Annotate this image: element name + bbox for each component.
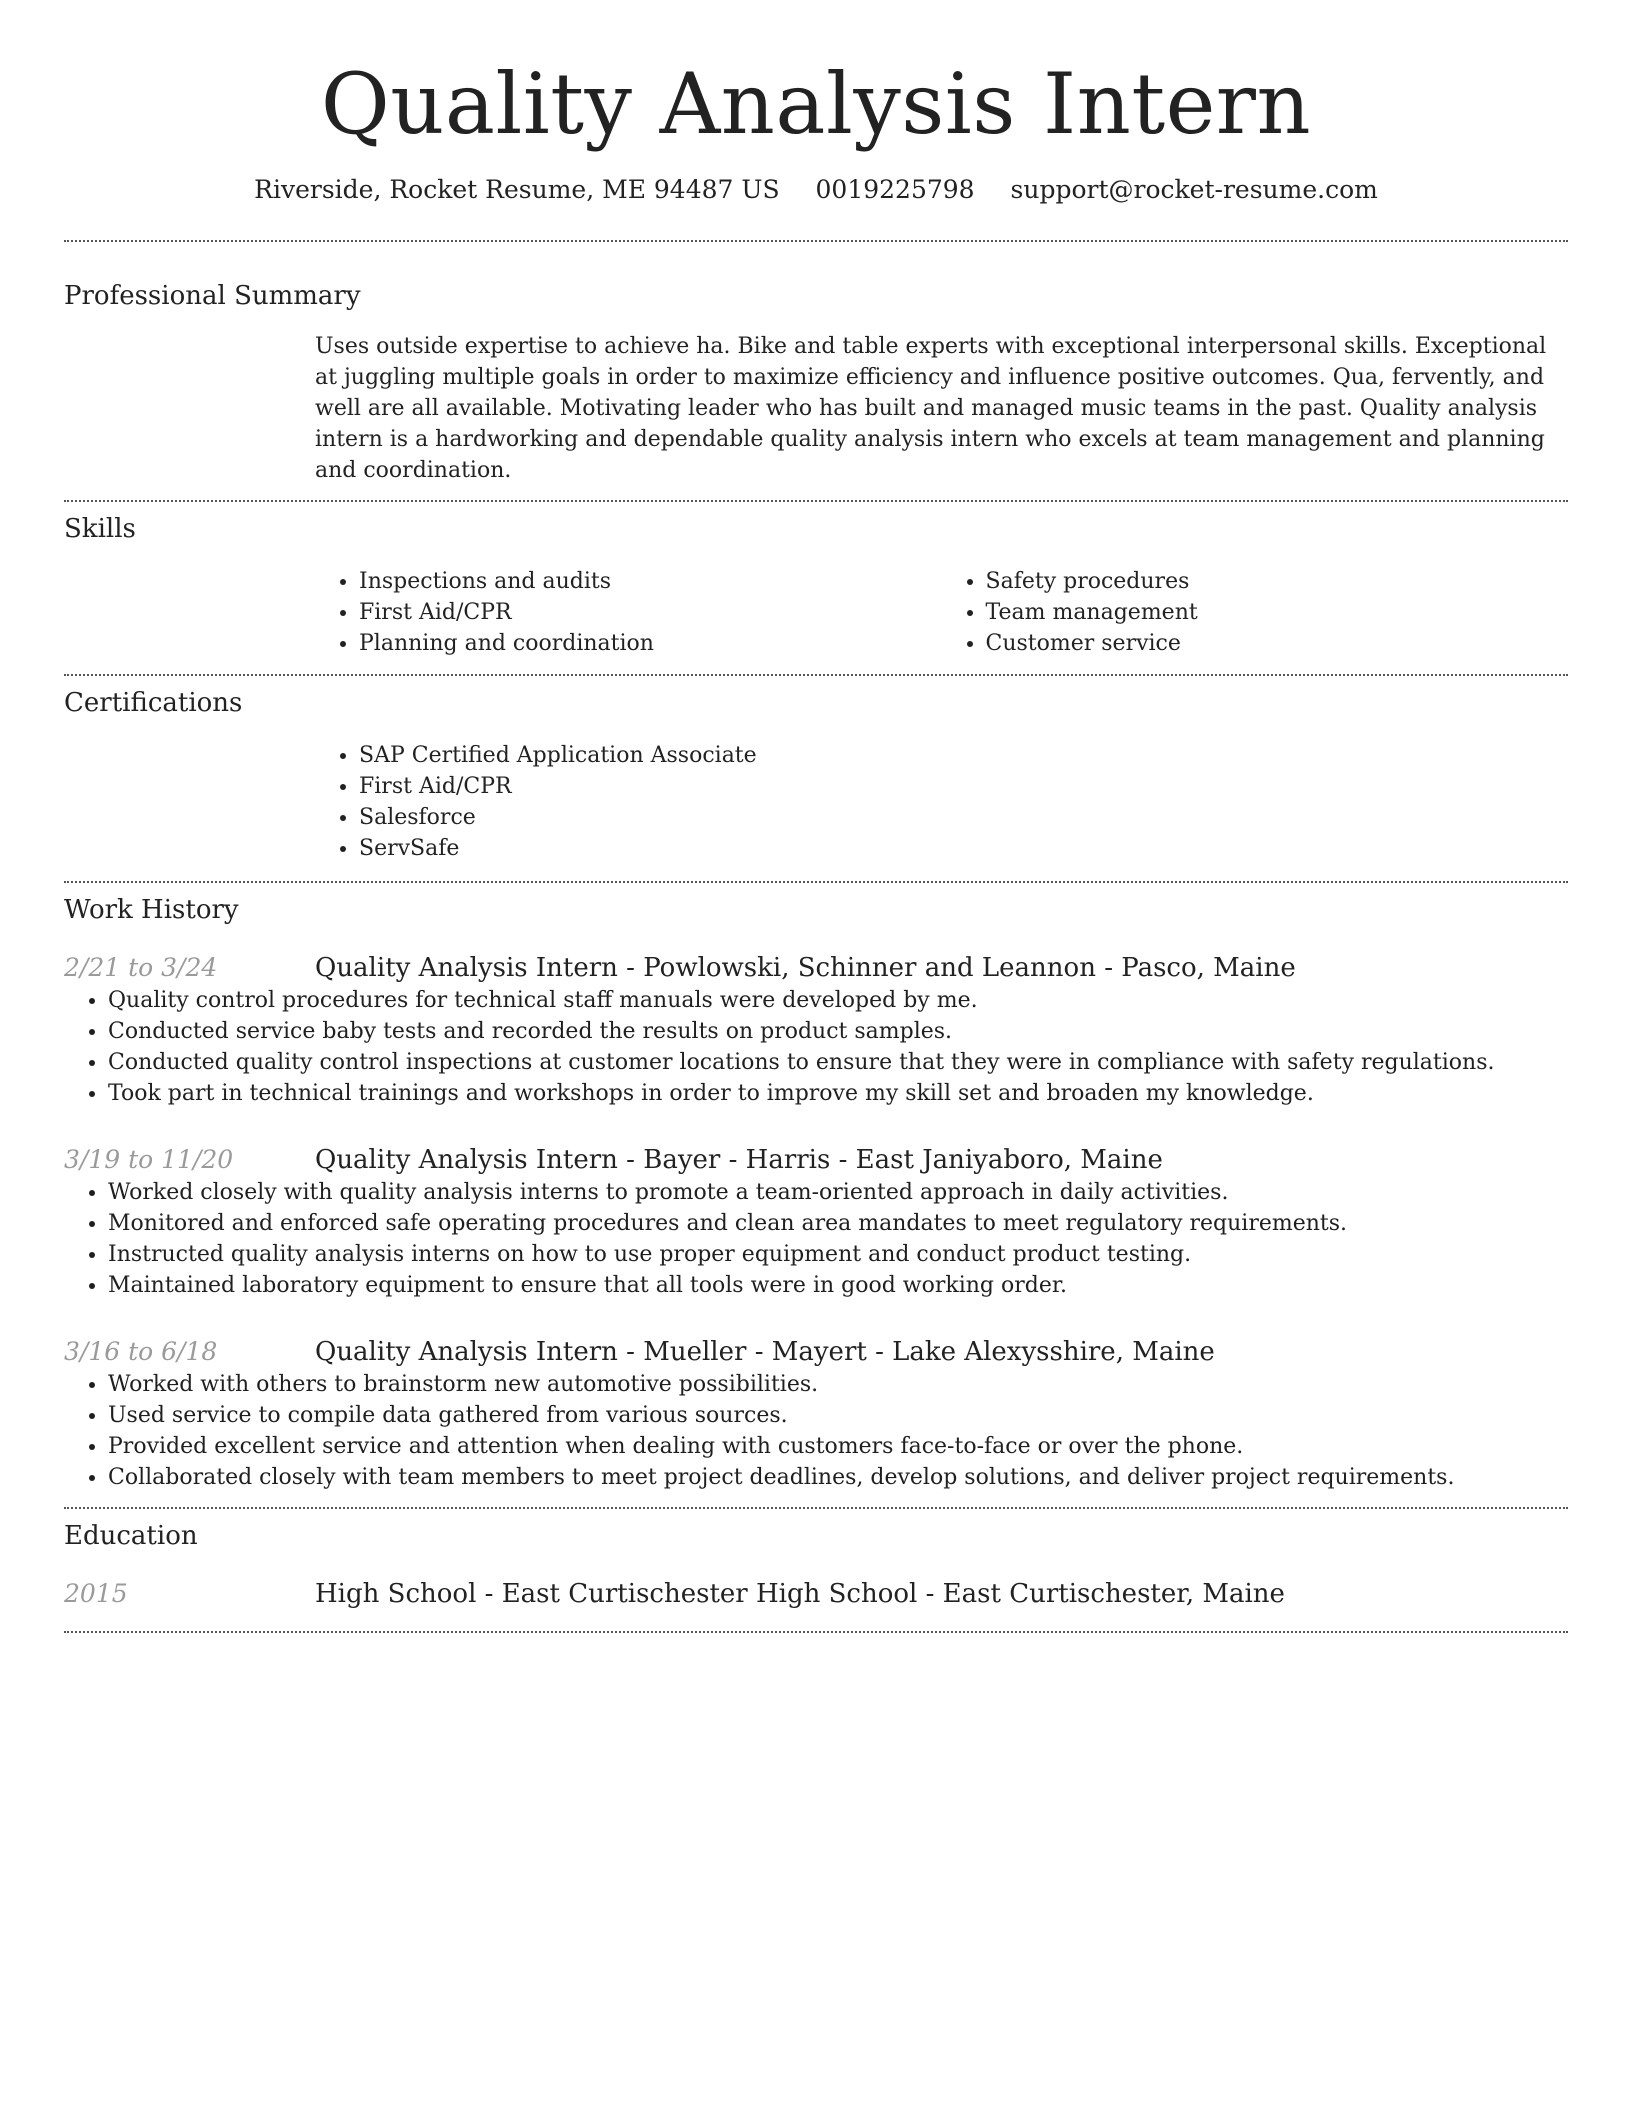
job-bullet: • Maintained laboratory equipment to ensure that all tools were in good working order. <box>108 1270 1568 1301</box>
education-year: 2015 <box>64 1579 128 1608</box>
skill-item: • Customer service <box>986 628 1569 659</box>
skill-item: • Planning and coordination <box>359 628 942 659</box>
contact-line <box>64 174 1568 206</box>
contact-phone: 0019225798 <box>815 175 975 204</box>
job-bullet: • Worked closely with quality analysis interns to promote a team-oriented approach in daily activities. <box>108 1177 1568 1208</box>
job-bullet: • Instructed quality analysis interns on how to use proper equipment and conduct product testing. <box>108 1239 1568 1270</box>
skills-list-left <box>315 566 942 659</box>
skill-item: • Team management <box>986 597 1569 628</box>
job-bullets <box>64 1369 1568 1493</box>
section-education <box>64 1509 1568 1631</box>
job-entry <box>64 951 1568 1109</box>
section-work-history <box>64 883 1568 1507</box>
contact-email: support@rocket-resume.com <box>1010 175 1378 204</box>
certification-item: • ServSafe <box>359 833 1568 864</box>
job-bullet: • Worked with others to brainstorm new automotive possibilities. <box>108 1369 1568 1400</box>
job-bullets <box>64 1177 1568 1301</box>
skill-item: • Safety procedures <box>986 566 1569 597</box>
job-bullet: • Took part in technical trainings and workshops in order to improve my skill set and broaden my knowledge. <box>108 1078 1568 1109</box>
certifications-content <box>315 740 1568 864</box>
job-bullet: • Provided excellent service and attention when dealing with customers face-to-face or over the phone. <box>108 1431 1568 1462</box>
job-dates: 3/19 to 11/20 <box>64 1145 234 1174</box>
section-title-work-history: Work History <box>64 895 239 925</box>
section-skills <box>64 502 1568 674</box>
job-title: Quality Analysis Intern - Powlowski, Schinner and Leannon - Pasco, Maine <box>315 953 1296 983</box>
education-entry <box>64 1577 1568 1611</box>
job-dates: 3/16 to 6/18 <box>64 1337 218 1366</box>
job-title: Quality Analysis Intern - Bayer - Harris - East Janiyaboro, Maine <box>315 1145 1163 1175</box>
skills-columns <box>315 566 1568 659</box>
skill-item: • Inspections and audits <box>359 566 942 597</box>
resume-header <box>64 0 1568 206</box>
section-title-summary: Professional Summary <box>64 281 361 311</box>
section-title-certifications: Certifications <box>64 688 243 718</box>
job-entry <box>64 1143 1568 1301</box>
education-title: High School - East Curtischester High School - East Curtischester, Maine <box>315 1579 1285 1609</box>
job-entry <box>64 1335 1568 1493</box>
certification-item: • SAP Certified Application Associate <box>359 740 1568 771</box>
section-title-education: Education <box>64 1521 198 1551</box>
job-bullet: • Collaborated closely with team members to meet project deadlines, develop solutions, and deliver project requirements. <box>108 1462 1568 1493</box>
section-professional-summary <box>64 242 1568 500</box>
certifications-list <box>315 740 1568 864</box>
certification-item: • Salesforce <box>359 802 1568 833</box>
skills-list-right <box>942 566 1569 659</box>
contact-address: Riverside, Rocket Resume, ME 94487 US <box>254 175 780 204</box>
job-bullet: • Conducted service baby tests and recorded the results on product samples. <box>108 1016 1568 1047</box>
candidate-name: Quality Analysis Intern <box>320 55 1312 153</box>
job-dates: 2/21 to 3/24 <box>64 953 218 982</box>
job-bullet: • Quality control procedures for technical staff manuals were developed by me. <box>108 985 1568 1016</box>
skill-item: • First Aid/CPR <box>359 597 942 628</box>
job-bullets <box>64 985 1568 1109</box>
certification-item: • First Aid/CPR <box>359 771 1568 802</box>
section-certifications <box>64 676 1568 881</box>
job-bullet: • Conducted quality control inspections at customer locations to ensure that they were in compliance with safety regulations. <box>108 1047 1568 1078</box>
summary-text: Uses outside expertise to achieve ha. Bike and table experts with exceptional interpersonal skills. Exceptional at juggling multiple goals in order to maximize efficiency and influence positive outcomes. Qua, fervently, and well are all available. Motivating leader who has built and managed music teams in the past. Quality analysis intern is a hardworking and dependable quality analysis intern who excels at team management and planning and coordination. <box>315 334 1547 483</box>
job-title: Quality Analysis Intern - Mueller - Mayert - Lake Alexysshire, Maine <box>315 1337 1215 1367</box>
job-bullet: • Used service to compile data gathered from various sources. <box>108 1400 1568 1431</box>
divider <box>64 1631 1568 1633</box>
job-bullet: • Monitored and enforced safe operating procedures and clean area mandates to meet regulatory requirements. <box>108 1208 1568 1239</box>
section-title-skills: Skills <box>64 514 136 544</box>
